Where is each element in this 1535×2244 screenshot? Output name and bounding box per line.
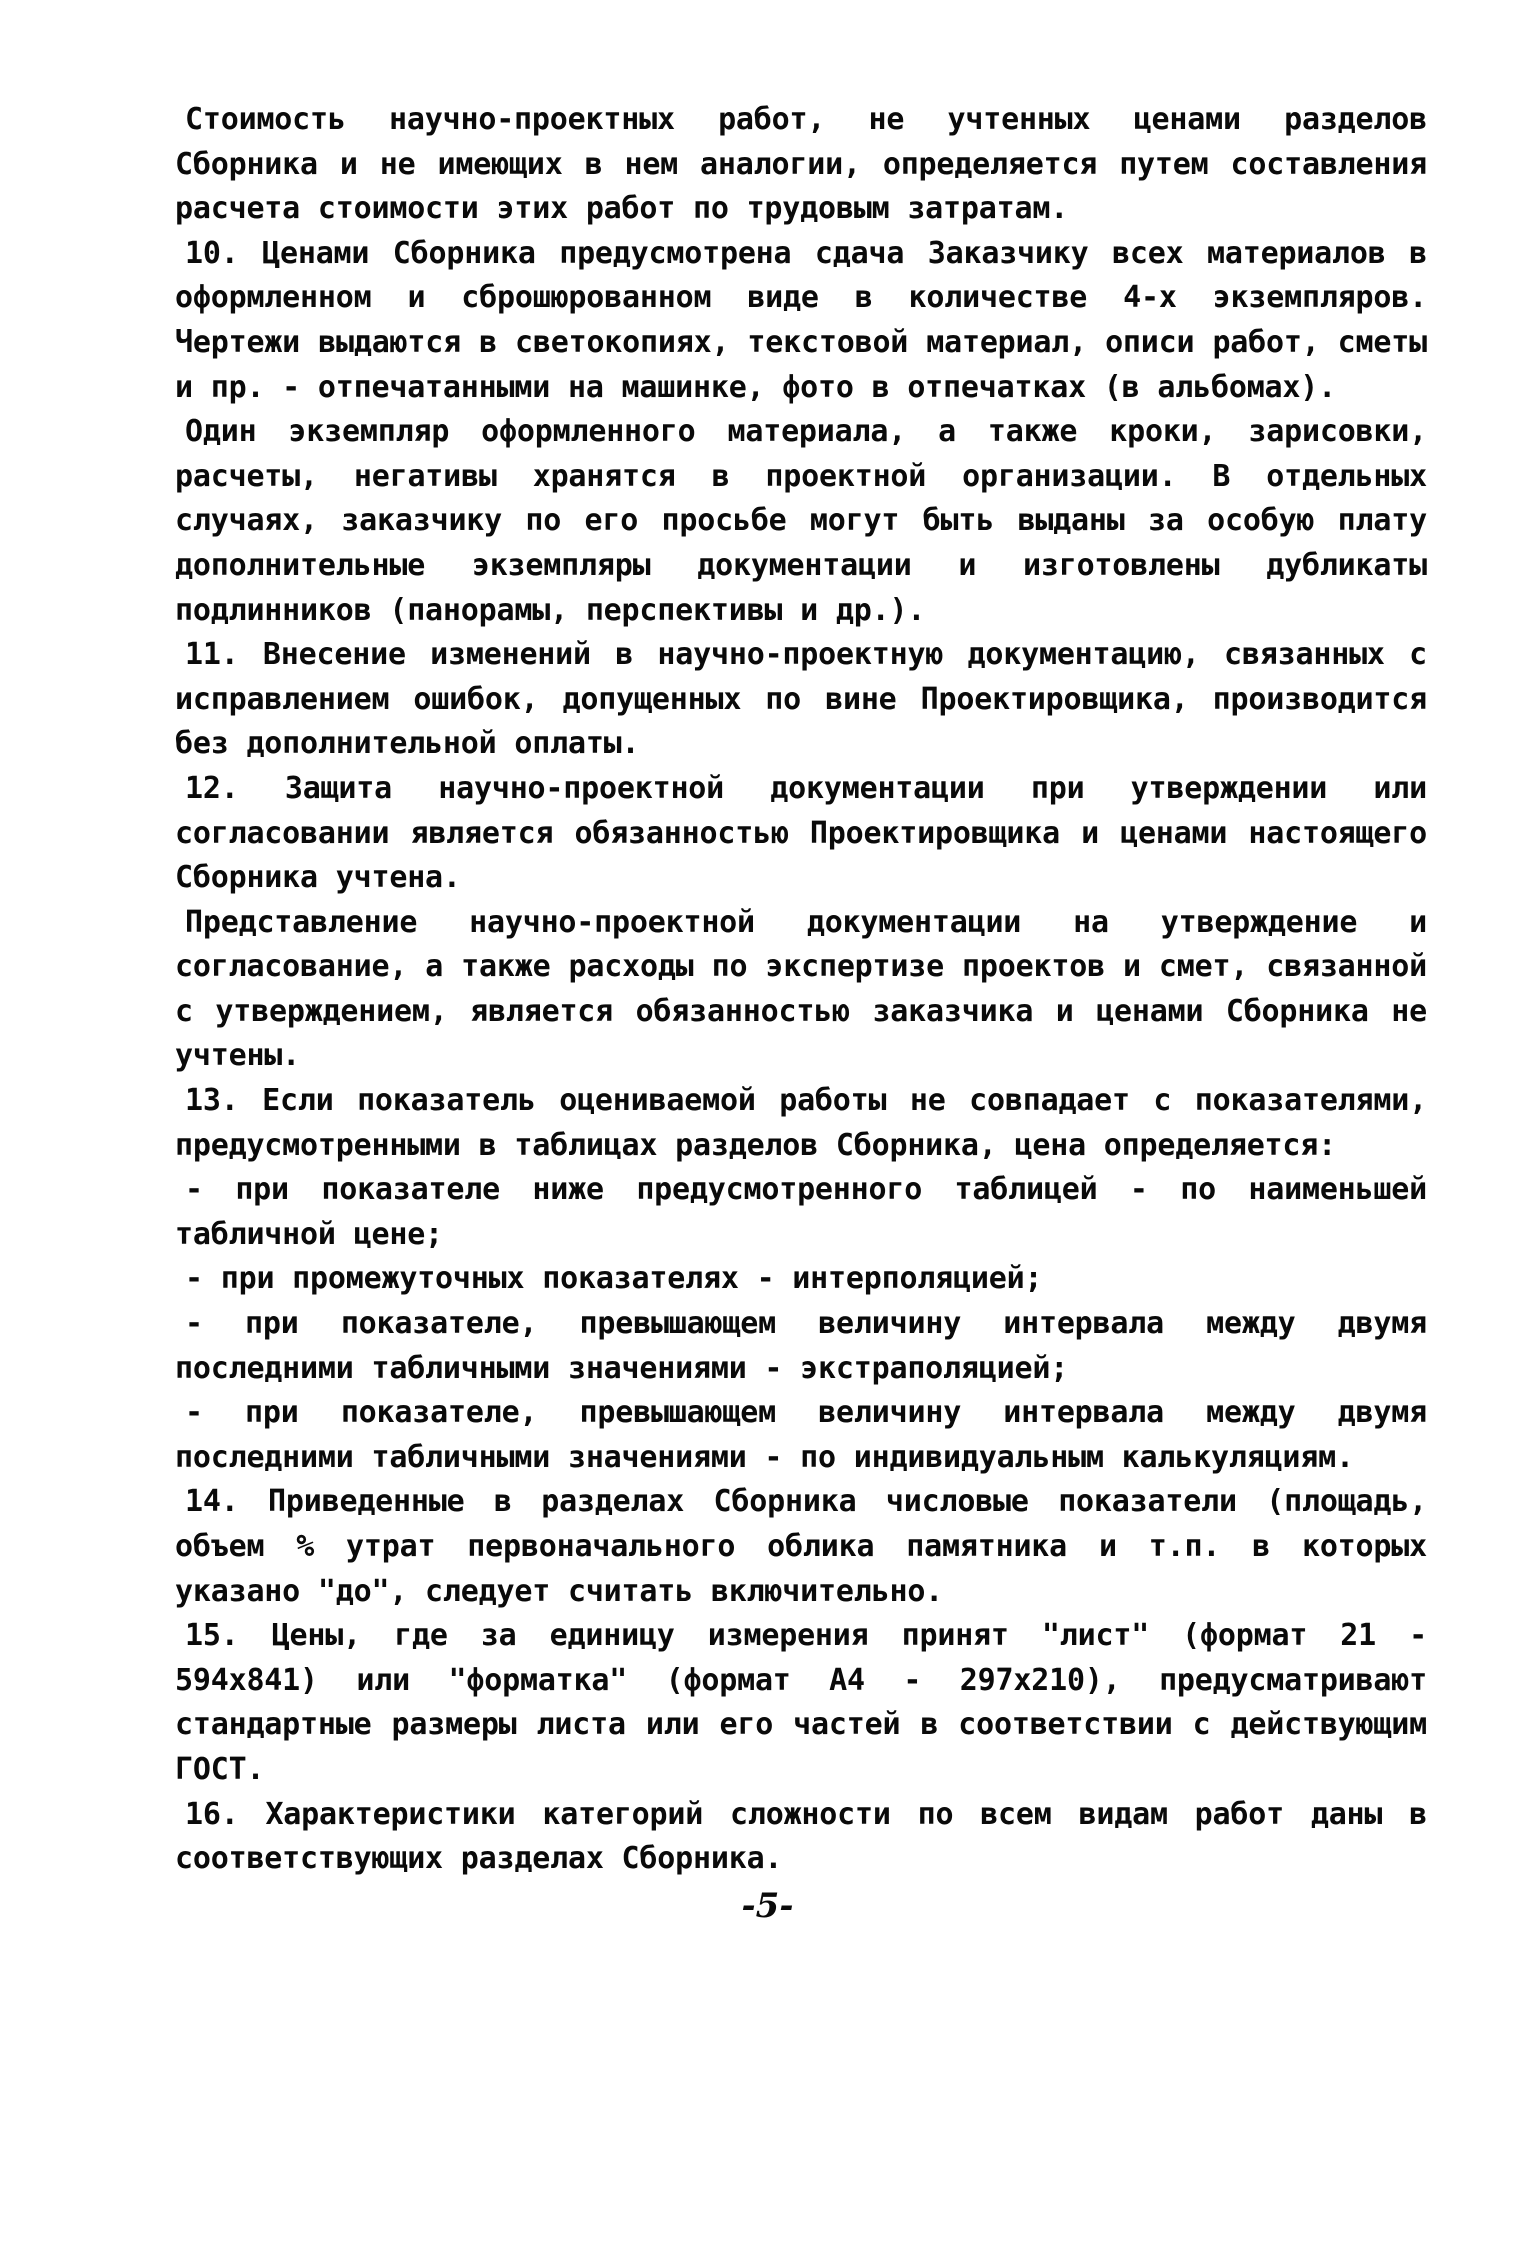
paragraph-item-13: 13. Если показатель оцениваемой работы не совпадает с показателями, предусмотренными в таблицах разделов Сборника, цена определяется: <box>175 1083 1427 1163</box>
paragraph-approval-submission: Представление научно-проектной документации на утверждение и согласование, а также расходы по экспертизе проектов и смет, связанной с утверждением, является обязанностью заказчика и ценами Сборника не учтены. <box>175 904 1427 1074</box>
list-item-interpolation: - при промежуточных показателях - интерполяцией; <box>185 1261 1043 1297</box>
paragraph-item-14: 14. Приведенные в разделах Сборника числовые показатели (площадь, объем % утрат первоначального облика памятника и т.п. в которых указано "до", следует считать включительно. <box>175 1484 1427 1609</box>
paragraph-item-12: 12. Защита научно-проектной документации при утверждении или согласовании является обязанностью Проектировщика и ценами настоящего Сборника учтена. <box>175 770 1427 896</box>
paragraph-item-11: 11. Внесение изменений в научно-проектную документацию, связанных с исправлением ошибок, допущенных по вине Проектировщика, производится без дополнительной оплаты. <box>175 637 1427 762</box>
paragraph-cost-calculation: Стоимость научно-проектных работ, не учтенных ценами разделов Сборника и не имеющих в нем аналогии, определяется путем составления расчета стоимости этих работ по трудовым затратам. <box>175 102 1427 227</box>
list-item-lower-indicator: - при показателе ниже предусмотренного таблицей - по наименьшей табличной цене; <box>175 1172 1427 1252</box>
paragraph-item-10: 10. Ценами Сборника предусмотрена сдача Заказчику всех материалов в оформленном и сброшюрованном виде в количестве 4-х экземпляров. Чертежи выдаются в светокопиях, текстовой материал, описи работ, сметы и пр. - отпечатанными на машинке, фото в отпечатках (в альбомах). <box>175 235 1427 405</box>
list-item-individual-calculation: - при показателе, превышающем величину интервала между двумя последними табличными значениями - по индивидуальным калькуляциям. <box>175 1395 1427 1475</box>
page-number: -5- <box>741 1886 794 1926</box>
document-body <box>175 98 1427 1882</box>
paragraph-item-16: 16. Характеристики категорий сложности по всем видам работ даны в соответствующих разделах Сборника. <box>175 1796 1427 1877</box>
list-item-extrapolation: - при показателе, превышающем величину интервала между двумя последними табличными значениями - экстраполяцией; <box>175 1306 1427 1386</box>
paragraph-copy-storage: Один экземпляр оформленного материала, а также кроки, зарисовки, расчеты, негативы хранятся в проектной организации. В отдельных случаях, заказчику по его просьбе могут быть выданы за особую плату дополнительные экземпляры документации и изготовлены дубликаты подлинников (панорамы, перспективы и др.). <box>175 414 1427 628</box>
paragraph-item-15: 15. Цены, где за единицу измерения принят "лист" (формат 21 - 594x841) или "форматка" (формат А4 - 297x210), предусматривают стандартные размеры листа или его частей в соответствии с действующим ГОСТ. <box>175 1618 1427 1787</box>
